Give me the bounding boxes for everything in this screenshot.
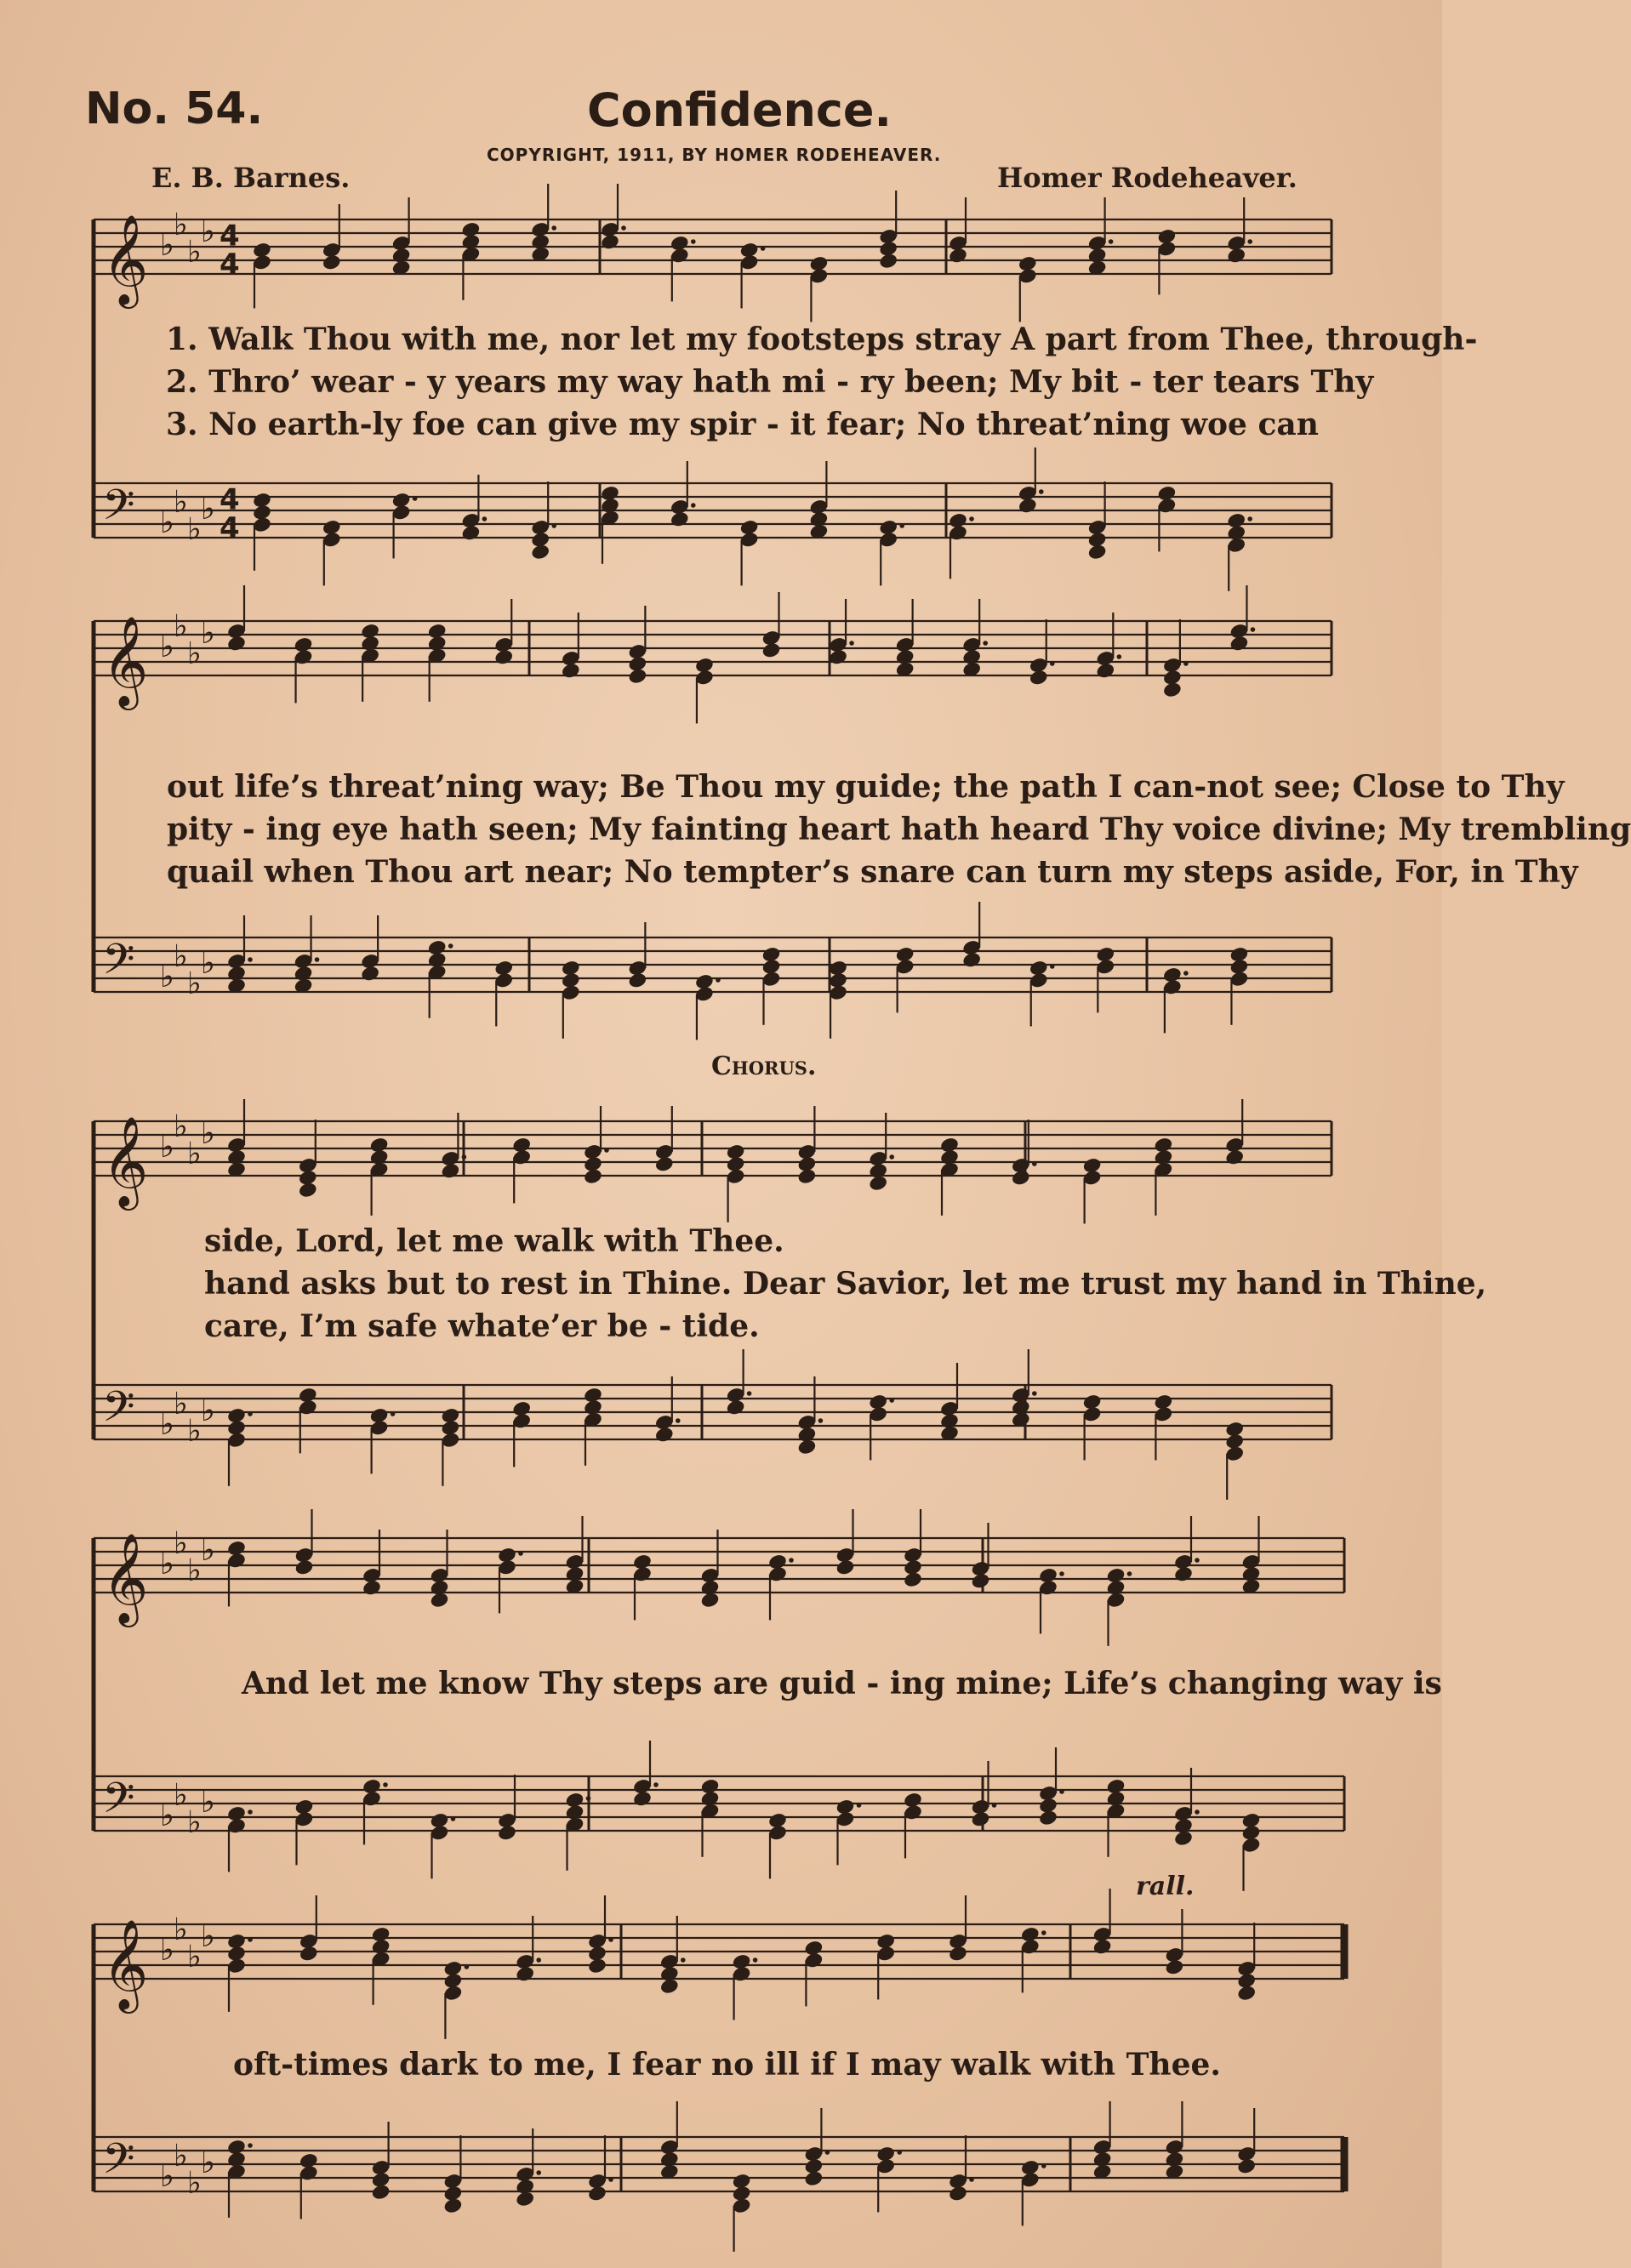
note-dot	[551, 225, 556, 231]
note-head	[803, 2169, 824, 2187]
note-dot	[248, 957, 253, 962]
flat-icon: ♭	[187, 1414, 202, 1449]
note-head	[371, 2183, 391, 2201]
note-head	[1224, 1148, 1245, 1166]
flat-icon: ♭	[160, 1130, 174, 1165]
treble-clef-icon: 𝄞	[102, 214, 149, 305]
note-dot	[1041, 1930, 1046, 1935]
note-head	[961, 951, 982, 969]
note-head	[515, 1965, 535, 1983]
note-dot	[391, 1411, 396, 1416]
flat-icon: ♭	[160, 1798, 174, 1833]
flat-icon: ♭	[160, 1933, 174, 1968]
note-dot	[248, 1411, 253, 1416]
note-dot	[586, 1796, 591, 1801]
treble-clef-icon: 𝄞	[102, 1918, 149, 2009]
note-head	[1229, 635, 1249, 652]
flat-icon: ♭	[201, 492, 215, 527]
flat-icon: ♭	[201, 1116, 215, 1151]
note-dot	[451, 1816, 456, 1821]
note-head	[1029, 669, 1049, 687]
note-head	[583, 1167, 603, 1185]
note-dot	[849, 641, 854, 646]
flat-icon: ♭	[201, 946, 215, 981]
note-dot	[1195, 1809, 1200, 1815]
note-head	[360, 965, 380, 983]
hymn-title: Confidence.	[587, 83, 892, 137]
note-dot	[608, 1937, 613, 1942]
note-dot	[1059, 1789, 1064, 1794]
note-dot	[518, 1551, 523, 1556]
note-dot	[691, 239, 696, 244]
note-head	[627, 972, 647, 989]
note-dot	[716, 977, 721, 983]
flat-icon: ♭	[187, 512, 202, 547]
flat-icon: ♭	[201, 1919, 215, 1954]
treble-clef-icon: 𝄞	[102, 1532, 149, 1623]
note-head	[1236, 2157, 1257, 2175]
note-head	[1173, 1829, 1194, 1847]
note-dot	[248, 1937, 253, 1942]
note-dot	[1041, 2163, 1046, 2168]
note-head	[948, 2185, 968, 2202]
lyric-line: hand asks but to rest in Thine. Dear Savior, let me trust my hand in Thine,	[204, 1266, 1487, 1302]
note-head	[1018, 497, 1038, 515]
note-dot	[315, 957, 320, 962]
note-head	[294, 1559, 315, 1576]
note-dot	[551, 523, 556, 528]
note-dot	[1032, 1161, 1037, 1166]
note-head	[299, 1945, 319, 1963]
note-dot	[992, 1803, 997, 1808]
note-head	[587, 1957, 607, 1975]
time-signature: 4	[220, 248, 240, 282]
bass-clef-icon: 𝄢	[102, 1774, 135, 1833]
lyric-line: 3. No earth-ly foe can give my spir - it fear; No threat’ning woe can	[166, 407, 1319, 442]
rall-marking: rall.	[1136, 1872, 1195, 1901]
note-head	[515, 2190, 535, 2208]
note-dot	[448, 943, 453, 949]
note-head	[670, 510, 690, 528]
note-dot	[248, 2143, 253, 2148]
note-head	[298, 1181, 318, 1199]
note-dot	[969, 516, 974, 521]
lyric-line: 2. Thro’ wear - y years my way hath mi - ry been; My bit - ter tears Thy	[166, 364, 1374, 400]
note-head	[1226, 247, 1246, 265]
lyric-line: out life’s threat’ning way; Be Thou my guide; the path I can-not see; Close to Thy	[167, 769, 1565, 805]
note-dot	[899, 523, 904, 528]
flat-icon: ♭	[201, 616, 215, 651]
flat-icon: ♭	[174, 1387, 188, 1422]
note-head	[322, 254, 342, 271]
flat-icon: ♭	[174, 1526, 188, 1561]
note-head	[627, 667, 647, 685]
note-dot	[676, 1418, 681, 1423]
note-dot	[482, 516, 488, 521]
note-dot	[691, 503, 696, 508]
note-dot	[889, 1398, 894, 1403]
note-head	[700, 1591, 721, 1609]
note-head	[1236, 1984, 1257, 2002]
note-head	[654, 1426, 675, 1444]
note-dot	[681, 1957, 686, 1963]
note-head	[971, 1572, 991, 1590]
flat-icon: ♭	[160, 505, 174, 540]
note-head	[948, 1945, 968, 1963]
note-dot	[1183, 971, 1189, 976]
note-dot	[969, 2177, 974, 2182]
note-head	[828, 648, 848, 666]
note-dot	[1117, 654, 1122, 659]
flat-icon: ♭	[187, 2166, 202, 2201]
note-head	[226, 635, 247, 652]
bass-clef-icon: 𝄢	[102, 1382, 135, 1442]
note-head	[632, 1790, 653, 1808]
flat-icon: ♭	[201, 214, 215, 249]
note-dot	[1039, 489, 1044, 494]
note-dot	[462, 1154, 467, 1160]
note-head	[1173, 1565, 1194, 1583]
bass-clef-icon: 𝄢	[102, 935, 135, 994]
lyric-line: quail when Thou art near; No tempter’s snare can turn my steps aside, For, in Thy	[167, 854, 1578, 890]
note-head	[903, 1570, 923, 1588]
note-head	[440, 1162, 460, 1180]
note-dot	[761, 246, 766, 251]
note-dot	[1109, 239, 1114, 244]
note-dot	[536, 2170, 541, 2175]
flat-icon: ♭	[187, 1805, 202, 1840]
flat-icon: ♭	[160, 960, 174, 994]
note-dot	[897, 2150, 902, 2155]
bass-clef-icon: 𝄢	[102, 2134, 135, 2194]
note-head	[1164, 1958, 1184, 1976]
flat-icon: ♭	[174, 1109, 188, 1144]
lyric-line: care, I’m safe whate’er be - tide.	[204, 1308, 760, 1344]
flat-icon: ♭	[187, 1137, 202, 1171]
flat-icon: ♭	[174, 208, 188, 242]
note-dot	[1050, 661, 1055, 666]
flat-icon: ♭	[174, 1912, 188, 1947]
note-head	[796, 1167, 817, 1185]
note-dot	[747, 1391, 752, 1396]
note-head	[761, 641, 782, 659]
note-dot	[1032, 1391, 1037, 1396]
note-dot	[753, 1957, 758, 1963]
note-head	[587, 2185, 607, 2202]
flat-icon: ♭	[187, 636, 202, 671]
note-dot	[1247, 516, 1252, 521]
note-dot	[889, 1154, 894, 1160]
note-head	[600, 233, 620, 251]
lyricist-credit: E. B. Barnes.	[151, 162, 351, 194]
note-dot	[621, 225, 626, 231]
note-head	[362, 1579, 382, 1597]
lyric-line: side, Lord, let me walk with Thee.	[204, 1223, 784, 1259]
note-head	[460, 524, 481, 542]
note-head	[659, 1977, 680, 1995]
note-dot	[413, 496, 418, 501]
lyric-line: 1. Walk Thou with me, nor let my footsteps stray A part from Thee, through-	[166, 322, 1478, 357]
note-dot	[825, 2150, 830, 2155]
note-head	[726, 1399, 746, 1416]
note-head	[868, 1174, 888, 1192]
note-dot	[536, 1957, 541, 1963]
hymn-number: No. 54.	[85, 83, 264, 134]
lyric-line: pity - ing eye hath seen; My fainting heart hath heard Thy voice divine; My trembling	[167, 812, 1631, 847]
note-dot	[383, 1782, 388, 1787]
flat-icon: ♭	[187, 1553, 202, 1588]
note-head	[796, 1438, 817, 1456]
note-dot	[1050, 964, 1055, 969]
time-signature: 4	[220, 511, 240, 545]
flat-icon: ♭	[201, 2145, 215, 2180]
note-head	[561, 662, 581, 680]
note-head	[1038, 1809, 1058, 1826]
note-dot	[1183, 661, 1189, 666]
note-dot	[857, 1803, 862, 1808]
time-signature: 4	[220, 219, 240, 254]
flat-icon: ♭	[174, 485, 188, 520]
flat-icon: ♭	[174, 1778, 188, 1813]
flat-icon: ♭	[160, 2159, 174, 2194]
note-dot	[1251, 627, 1256, 632]
note-dot	[983, 641, 988, 646]
note-head	[878, 252, 898, 270]
flat-icon: ♭	[160, 228, 174, 263]
flat-icon: ♭	[187, 966, 202, 1001]
lyric-line: oft-times dark to me, I fear no ill if I may walk with Thee.	[233, 2047, 1221, 2083]
note-dot	[1127, 1571, 1132, 1576]
flat-icon: ♭	[187, 235, 202, 270]
flat-icon: ♭	[160, 630, 174, 664]
bass-clef-icon: 𝄢	[102, 481, 135, 540]
flat-icon: ♭	[160, 1547, 174, 1581]
note-head	[948, 247, 968, 265]
note-head	[442, 2197, 463, 2214]
note-dot	[818, 1418, 824, 1423]
note-head	[654, 1155, 675, 1173]
treble-clef-icon: 𝄞	[102, 615, 149, 706]
note-head	[530, 543, 550, 561]
note-head	[971, 1810, 991, 1828]
note-dot	[248, 1809, 253, 1815]
note-dot	[1195, 1558, 1200, 1563]
chorus-label: Chorus.	[711, 1051, 817, 1081]
flat-icon: ♭	[174, 2139, 188, 2174]
flat-icon: ♭	[187, 1940, 202, 1975]
flat-icon: ♭	[201, 1785, 215, 1820]
note-dot	[789, 1558, 794, 1563]
note-head	[1087, 543, 1108, 561]
note-dot	[1059, 1571, 1064, 1576]
note-dot	[465, 1964, 470, 1969]
lyric-line: And let me know Thy steps are guid - ing mine; Life’s changing way is	[242, 1666, 1442, 1701]
note-head	[430, 1591, 450, 1609]
copyright-notice: COPYRIGHT, 1911, BY HOMER RODEHEAVER.	[487, 145, 942, 165]
note-head	[1011, 1169, 1031, 1187]
note-head	[497, 1824, 517, 1842]
note-dot	[604, 1148, 609, 1153]
flat-icon: ♭	[174, 939, 188, 974]
note-dot	[608, 2177, 613, 2182]
composer-credit: Homer Rodeheaver.	[997, 162, 1297, 194]
note-head	[835, 1559, 856, 1576]
note-head	[1092, 1938, 1113, 1956]
flat-icon: ♭	[160, 1407, 174, 1442]
flat-icon: ♭	[201, 1393, 215, 1428]
note-head	[1095, 662, 1115, 680]
note-head	[1162, 681, 1183, 698]
note-dot	[653, 1782, 659, 1787]
flat-icon: ♭	[174, 609, 188, 644]
flat-icon: ♭	[201, 1533, 215, 1568]
note-dot	[1247, 239, 1252, 244]
note-head	[493, 648, 514, 666]
time-signature: 4	[220, 482, 240, 517]
treble-clef-icon: 𝄞	[102, 1115, 149, 1206]
